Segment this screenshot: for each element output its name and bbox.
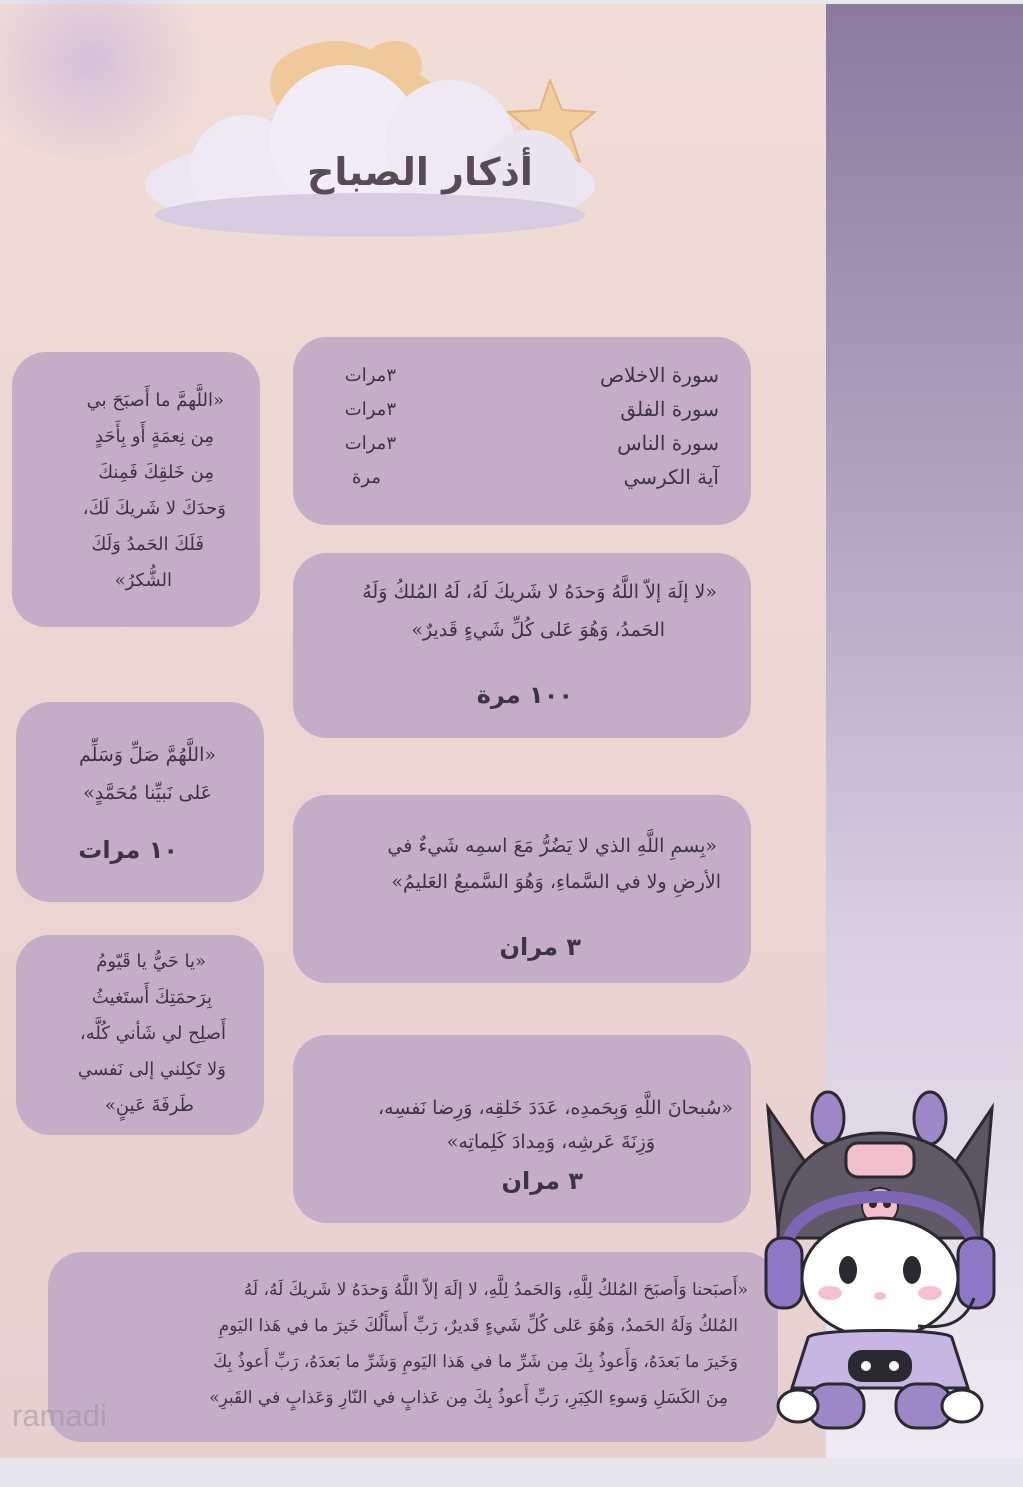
dhikr-line: «سُبحانَ اللَّهِ وَبِحَمدِه، عَدَدَ خَلقِه، وَرِضا نَفسِه، xyxy=(377,1097,733,1119)
dhikr-line: الأرضِ ولا في السَّماءِ، وَهُوَ السَّميعُ العَليمُ» xyxy=(391,871,721,893)
cartoon-character-icon xyxy=(738,1088,1022,1433)
surah-count: ٣مرات xyxy=(344,433,396,454)
surah-card xyxy=(293,337,751,525)
subhan-card xyxy=(293,1035,751,1223)
dhikr-line: الشُّكرُ» xyxy=(114,570,172,591)
page-title: أذكار الصباح xyxy=(307,150,533,194)
repeat-count: ٣ مران xyxy=(499,933,581,961)
asbaha-card xyxy=(12,352,260,627)
tahlil-card xyxy=(293,553,751,738)
dhikr-line: «أَصبَحنا وَأَصبَحَ المُلكُ لِلَّهِ، وَالحَمدُ لِلَّهِ، لا إلَهَ إلاّ اللَّهُ وَحدَهُ لا شَريكَ لَهُ، لَهُ xyxy=(243,1280,748,1300)
bottom-strip xyxy=(0,1458,1023,1487)
surah-name: آية الكرسي xyxy=(623,465,719,489)
surah-count: ٣مرات xyxy=(344,399,396,420)
watermark: ramadi xyxy=(12,1398,107,1433)
dhikr-line: «لا إلَهَ إلاّ اللَّهُ وَحدَهُ لا شَريكَ لَهُ، لَهُ المُلكُ وَلَهُ xyxy=(362,581,717,603)
dhikr-line: «اللَّهمَّ ما أَصبَحَ بي xyxy=(86,390,224,411)
surah-name: سورة الاخلاص xyxy=(599,363,719,387)
dhikr-line: المُلكُ وَلَهُ الحَمدُ، وَهُوَ عَلى كُلِّ شَيءٍ قَديرٌ، رَبِّ أَسأَلُكَ خَيرَ ما في هَذا اليَومِ xyxy=(218,1316,738,1336)
dhikr-line: مِن خَلقِكَ فَمِنكَ xyxy=(98,462,214,483)
dhikr-line: مِن نِعمَةٍ أَو بِأَحَدٍ xyxy=(94,426,214,447)
surah-count: مرة xyxy=(351,467,381,488)
repeat-count: ١٠ مرات xyxy=(78,836,178,864)
dhikr-line: الحَمدُ، وَهُوَ عَلى كُلِّ شَيءٍ قَديرٌ» xyxy=(411,619,665,641)
dhikr-line: وَزِنَةَ عَرشِه، وَمِدادَ كَلِماتِه» xyxy=(446,1131,655,1153)
surah-name: سورة الناس xyxy=(617,431,719,455)
dhikr-line: وَحدَكَ لا شَريكَ لَكَ، xyxy=(82,498,226,519)
dhikr-line: أَصلِح لي شَأني كُلَّه، xyxy=(79,1023,226,1044)
dhikr-line: «اللَّهُمَّ صَلِّ وَسَلِّم xyxy=(78,744,216,766)
dhikr-line: وَخَيرَ ما بَعدَهُ، وَأَعوذُ بِكَ مِن شَرِّ ما في هَذا اليَومِ وَشَرِّ ما بَعدَهُ، رَبِّ أَعوذُ بِكَ xyxy=(213,1352,738,1372)
repeat-count: ١٠٠ مرة xyxy=(476,681,573,709)
bismillah-card xyxy=(293,795,751,983)
yahayy-card xyxy=(16,935,264,1135)
dhikr-line: «يا حَيُّ يا قَيّومُ xyxy=(96,951,206,972)
header-illustration xyxy=(130,20,610,260)
surah-count: ٣مرات xyxy=(344,365,396,386)
dhikr-line: بِرَحمَتِكَ أَستَغيثُ xyxy=(91,987,212,1008)
dhikr-line: فَلَكَ الحَمدُ وَلَكَ xyxy=(91,534,204,555)
dhikr-line: عَلى نَبيِّنا مُحَمَّدٍ» xyxy=(83,782,212,804)
dhikr-line: «بِسمِ اللَّهِ الذي لا يَضُرُّ مَعَ اسمِه شَيءٌ في xyxy=(387,835,717,857)
dhikr-line: طَرفَةَ عَينٍ» xyxy=(104,1095,194,1116)
asbahna-card xyxy=(48,1252,778,1442)
surah-name: سورة الفلق xyxy=(620,397,719,421)
dhikr-line: مِنَ الكَسَلِ وَسوءِ الكِبَرِ، رَبِّ أَعوذُ بِكَ مِن عَذابٍ في النّارِ وَعَذابٍ في القَبرِ» xyxy=(209,1388,728,1408)
dhikr-line: وَلا تَكِلني إلى نَفسي xyxy=(77,1059,226,1080)
salawat-card xyxy=(16,702,264,902)
repeat-count: ٣ مران xyxy=(501,1167,583,1195)
